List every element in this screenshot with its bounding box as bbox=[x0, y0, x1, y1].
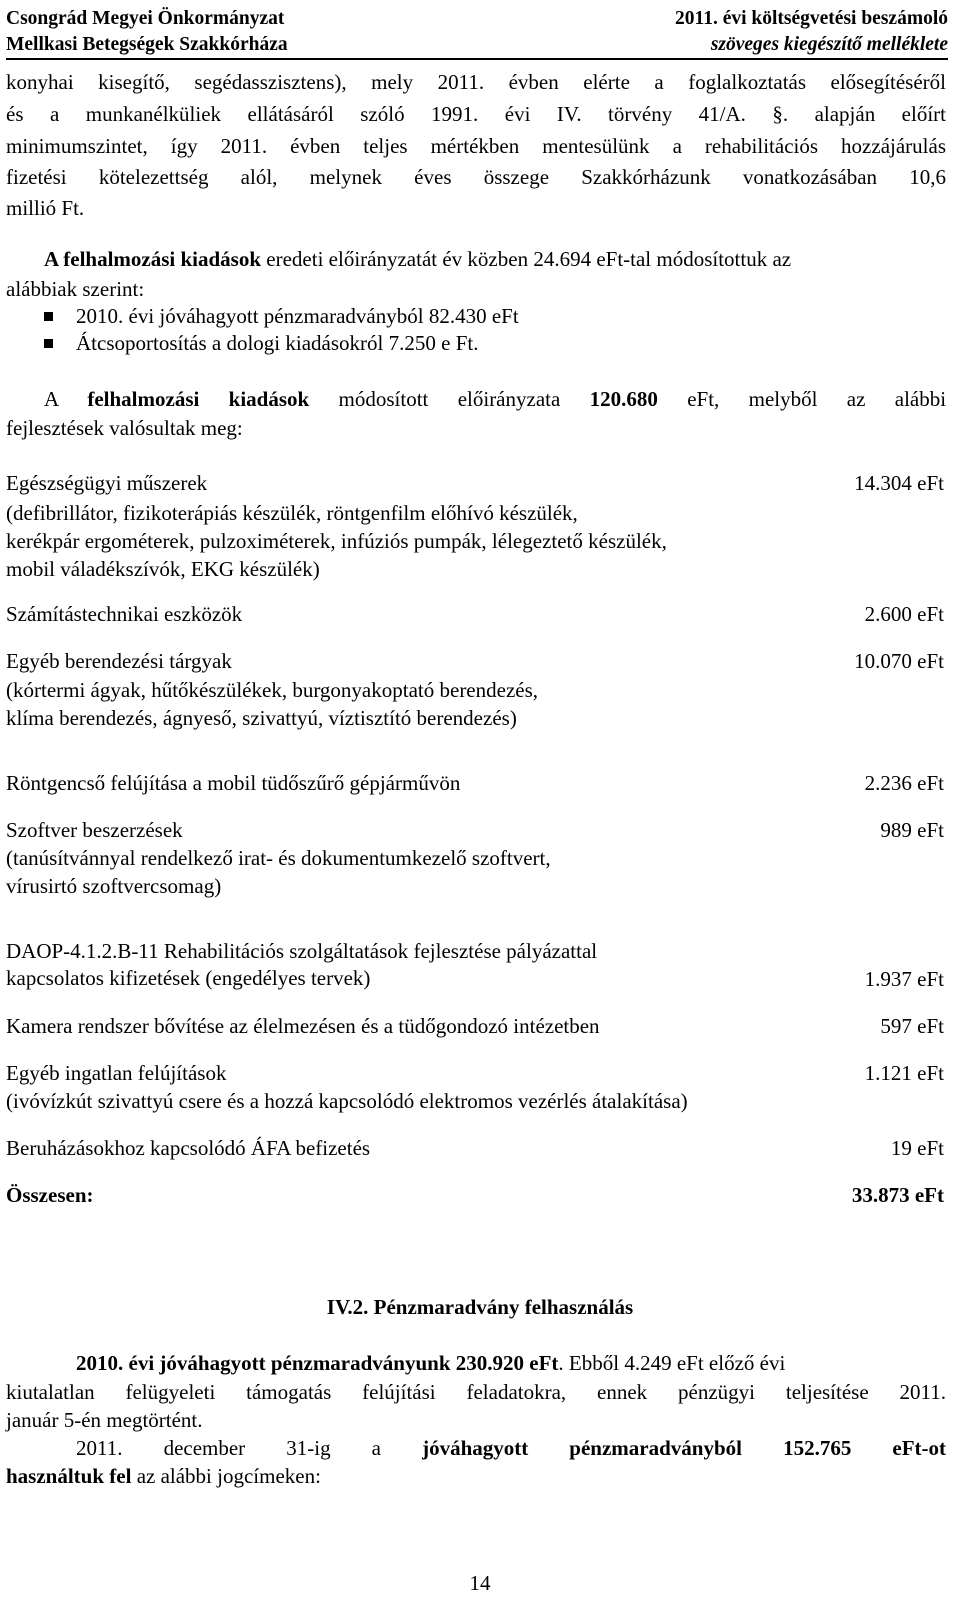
item-title: Beruházásokhoz kapcsolódó ÁFA befizetés bbox=[6, 1136, 371, 1160]
intro-line-2: és a munkanélküliek ellátásáról szóló 1991. évi IV. törvény 41/A. §. alapján előírt bbox=[6, 102, 946, 126]
header-report-title: 2011. évi költségvetési beszámoló bbox=[675, 8, 948, 29]
item-amount: 989 eFt bbox=[880, 818, 944, 842]
item-title: Röntgencső felújítása a mobil tüdőszűrő gépjárművön bbox=[6, 771, 461, 795]
felh-p2-line-2: fejlesztések valósultak meg: bbox=[6, 416, 243, 440]
header-divider bbox=[6, 58, 948, 60]
header-institution: Csongrád Megyei Önkormányzat bbox=[6, 8, 285, 29]
item-detail: kerékpár ergométerek, pulzoximéterek, infúziós pumpák, lélegeztető készülék, bbox=[6, 529, 667, 553]
item-detail: klíma berendezés, ágnyeső, szivattyú, víztisztító berendezés) bbox=[6, 706, 517, 730]
item-title: Szoftver beszerzések bbox=[6, 818, 183, 842]
section-p2-line-2: használtuk fel az alábbi jogcímeken: bbox=[6, 1464, 321, 1488]
bullet-square-icon bbox=[44, 312, 53, 321]
header-department: Mellkasi Betegségek Szakkórháza bbox=[6, 34, 288, 55]
intro-line-1: konyhai kisegítő, segédasszisztens), mely 2011. évben elérte a foglalkoztatás elősegítéséről bbox=[6, 70, 946, 94]
intro-line-5: millió Ft. bbox=[6, 196, 85, 220]
felh-line-2: alábbiak szerint: bbox=[6, 277, 145, 301]
item-amount: 597 eFt bbox=[880, 1014, 944, 1038]
header-report-subtitle: szöveges kiegészítő melléklete bbox=[710, 34, 948, 55]
bullet-square-icon bbox=[44, 339, 53, 348]
bullet-item-2: Átcsoportosítás a dologi kiadásokról 7.250 e Ft. bbox=[76, 331, 479, 355]
item-amount: 1.937 eFt bbox=[864, 967, 944, 991]
item-detail: vírusirtó szoftvercsomag) bbox=[6, 874, 222, 898]
total-label: Összesen: bbox=[6, 1183, 94, 1207]
item-detail: (tanúsítvánnyal rendelkező irat- és dokumentumkezelő szoftvert, bbox=[6, 846, 551, 870]
bullet-item-1: 2010. évi jóváhagyott pénzmaradványból 82.430 eFt bbox=[76, 304, 519, 328]
item-title: kapcsolatos kifizetések (engedélyes tervek) bbox=[6, 966, 371, 990]
item-amount: 1.121 eFt bbox=[864, 1061, 944, 1085]
section-p1-line-3: január 5-én megtörtént. bbox=[6, 1408, 203, 1432]
item-amount: 2.600 eFt bbox=[864, 602, 944, 626]
header-left bbox=[6, 6, 288, 58]
section-p2-line-1: 2011. december 31-ig a jóváhagyott pénzmaradványból 152.765 eFt-ot bbox=[76, 1436, 947, 1460]
item-detail: (kórtermi ágyak, hűtőkészülékek, burgonyakoptató berendezés, bbox=[6, 678, 539, 702]
item-title: Egészségügyi műszerek bbox=[6, 471, 208, 495]
felh-line-1 bbox=[44, 249, 791, 270]
section-p1-line-2: kiutalatlan felügyeleti támogatás felújítási feladatokra, ennek pénzügyi teljesítése 2011. bbox=[6, 1380, 946, 1404]
intro-line-3: minimumszintet, így 2011. évben teljes mértékben mentesülünk a rehabilitációs hozzájárulás bbox=[6, 134, 946, 158]
item-title: Egyéb berendezési tárgyak bbox=[6, 649, 232, 673]
item-amount: 10.070 eFt bbox=[854, 649, 944, 673]
item-amount: 2.236 eFt bbox=[864, 771, 944, 795]
item-detail: mobil váladékszívók, EKG készülék) bbox=[6, 557, 320, 581]
item-title: Számítástechnikai eszközök bbox=[6, 602, 243, 626]
section-title: IV.2. Pénzmaradvány felhasználás bbox=[326, 1295, 634, 1319]
felh-p2-line-1: A felhalmozási kiadások módosított előirányzata 120.680 eFt, melyből az alábbi bbox=[44, 387, 947, 411]
item-amount: 14.304 eFt bbox=[854, 471, 944, 495]
felh-line-1-rest: eredeti előirányzatát év közben 24.694 eFt-tal módosítottuk az bbox=[261, 247, 792, 271]
felh-heading-bold: A felhalmozási kiadások bbox=[44, 247, 262, 271]
item-detail: (ivóvízkút szivattyú csere és a hozzá kapcsolódó elektromos vezérlés átalakítása) bbox=[6, 1089, 688, 1113]
intro-line-4: fizetési kötelezettség alól, melynek éves összege Szakkórházunk vonatkozásában 10,6 bbox=[6, 165, 946, 189]
page-number: 14 bbox=[469, 1571, 491, 1595]
total-amount: 33.873 eFt bbox=[851, 1183, 944, 1207]
section-p1-line-1: 2010. évi jóváhagyott pénzmaradványunk 230.920 eFt. Ebből 4.249 eFt előző évi bbox=[76, 1351, 786, 1375]
item-detail: (defibrillátor, fizikoterápiás készülék, röntgenfilm előhívó készülék, bbox=[6, 501, 578, 525]
item-title: Egyéb ingatlan felújítások bbox=[6, 1061, 227, 1085]
header-right bbox=[675, 6, 948, 58]
item-title: DAOP-4.1.2.B-11 Rehabilitációs szolgáltatások fejlesztése pályázattal bbox=[6, 939, 598, 963]
item-amount: 19 eFt bbox=[890, 1136, 944, 1160]
item-title: Kamera rendszer bővítése az élelmezésen és a tüdőgondozó intézetben bbox=[6, 1014, 600, 1038]
